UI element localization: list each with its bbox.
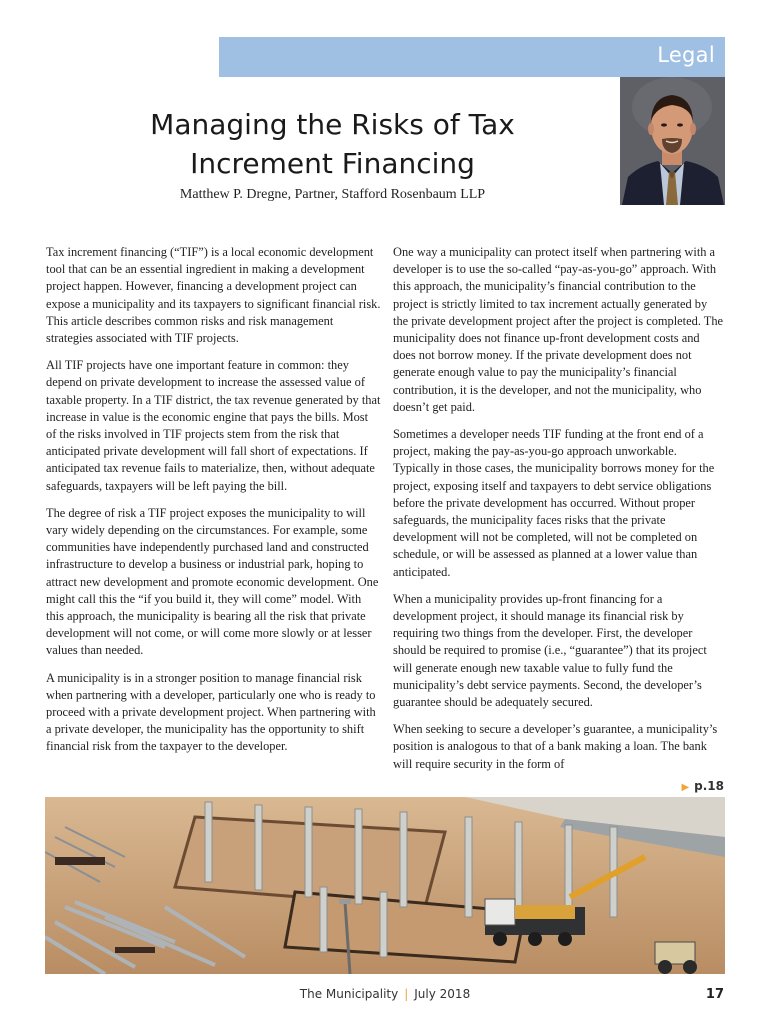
article-left-column [46, 244, 381, 766]
paragraph: One way a municipality can protect itself when partnering with a developer is to use the so-called “pay-as-you-go” approach. With this approach, the municipality’s financial contribution to the project is strictly limited to tax increment actually generated by the private development project after the project is completed. The municipality does not finance up-front development costs and does not borrow money. If the private development does not generate enough value to pay the municipality’s financial contribution, it is the developer, and not the municipality, who doesn’t get paid. [393, 245, 724, 414]
continued-on-link[interactable] [681, 779, 724, 793]
paragraph: The degree of risk a TIF project exposes the municipality to will vary widely depending on the circumstances. For example, some communities have independently purchased land and constructed infrastructure to develop a business or industrial park, hoping to attract new development and promote economic development. One might call this the “if you build it, they will come” model. With this approach, the municipality is bearing all the risk that private development will not come, or will come more slowly or at lesser values than needed. [46, 505, 379, 658]
paragraph: When seeking to secure a developer’s guarantee, a municipality’s position is analogous to that of a bank making a loan. The bank will require security in the form of [393, 722, 718, 771]
byline: Matthew P. Dregne, Partner, Stafford Rosenbaum LLP [179, 187, 486, 202]
page-footer [0, 987, 770, 1007]
section-banner [219, 37, 725, 77]
play-arrow-icon: ▶ [681, 782, 690, 793]
footer-publication-line [0, 987, 770, 1001]
paragraph: Sometimes a developer needs TIF funding at the front end of a project, making the pay-as-you-go approach unworkable. Typically in those cases, the municipality borrows money for the project, exposing itself and taxpayers to debt service obligations before the private development has occurred. Without proper safeguards, the municipality faces risks that the private development will not be completed, will not be completed on schedule, or will be assessed as planned at a lower value than anticipated. [393, 427, 715, 579]
title-line-2: Increment Financing [190, 147, 475, 180]
construction-site-photo [45, 797, 725, 974]
paragraph: Tax increment financing (“TIF”) is a local economic development tool that can be an essential ingredient in making a development project happen. However, financing a development project can expose a municipality and its taxpayers to significant financial risk. This article describes common risks and risk management strategies associated with TIF projects. [46, 245, 381, 346]
continued-page: p.18 [694, 779, 724, 793]
publication-date: July 2018 [414, 987, 471, 1001]
footer-separator: | [404, 987, 409, 1001]
paragraph: When a municipality provides up-front financing for a development project, it should manage its financial risk by requiring two things from the developer. First, the developer should be required to promise (i.e., “guarantee”) that its project will generate enough new taxable value to fully fund the municipality’s debt service payments. Second, the developer’s guarantee should be adequately secured. [393, 591, 707, 710]
publication-name: The Municipality [299, 987, 399, 1001]
page-number: 17 [705, 987, 724, 1002]
title-line-1: Managing the Risks of Tax [150, 108, 515, 141]
article-right-column [393, 244, 725, 783]
author-photo [620, 77, 725, 205]
paragraph: All TIF projects have one important feature in common: they depend on private development to increase the assessed value of taxable property. In a TIF district, the tax revenue generated by that increase in value is the economic engine that pays the bills. Most of the risks involved in TIF projects stem from the risk that anticipated private development will fall short of expectations. If anticipated tax revenue fails to materialize, then, without adequate safeguards, taxpayers will be left paying the bill. [46, 358, 381, 493]
paragraph: A municipality is in a stronger position to manage financial risk when partnering with a developer, particularly one who is ready to proceed with a private development project. When partnering with a private developer, the municipality has the opportunity to shift financial risk from the taxpayer to the developer. [46, 670, 376, 754]
construction-site-illustration [45, 797, 725, 974]
author-portrait-illustration [620, 77, 725, 205]
section-label: Legal [657, 43, 715, 67]
article-title [130, 105, 535, 183]
